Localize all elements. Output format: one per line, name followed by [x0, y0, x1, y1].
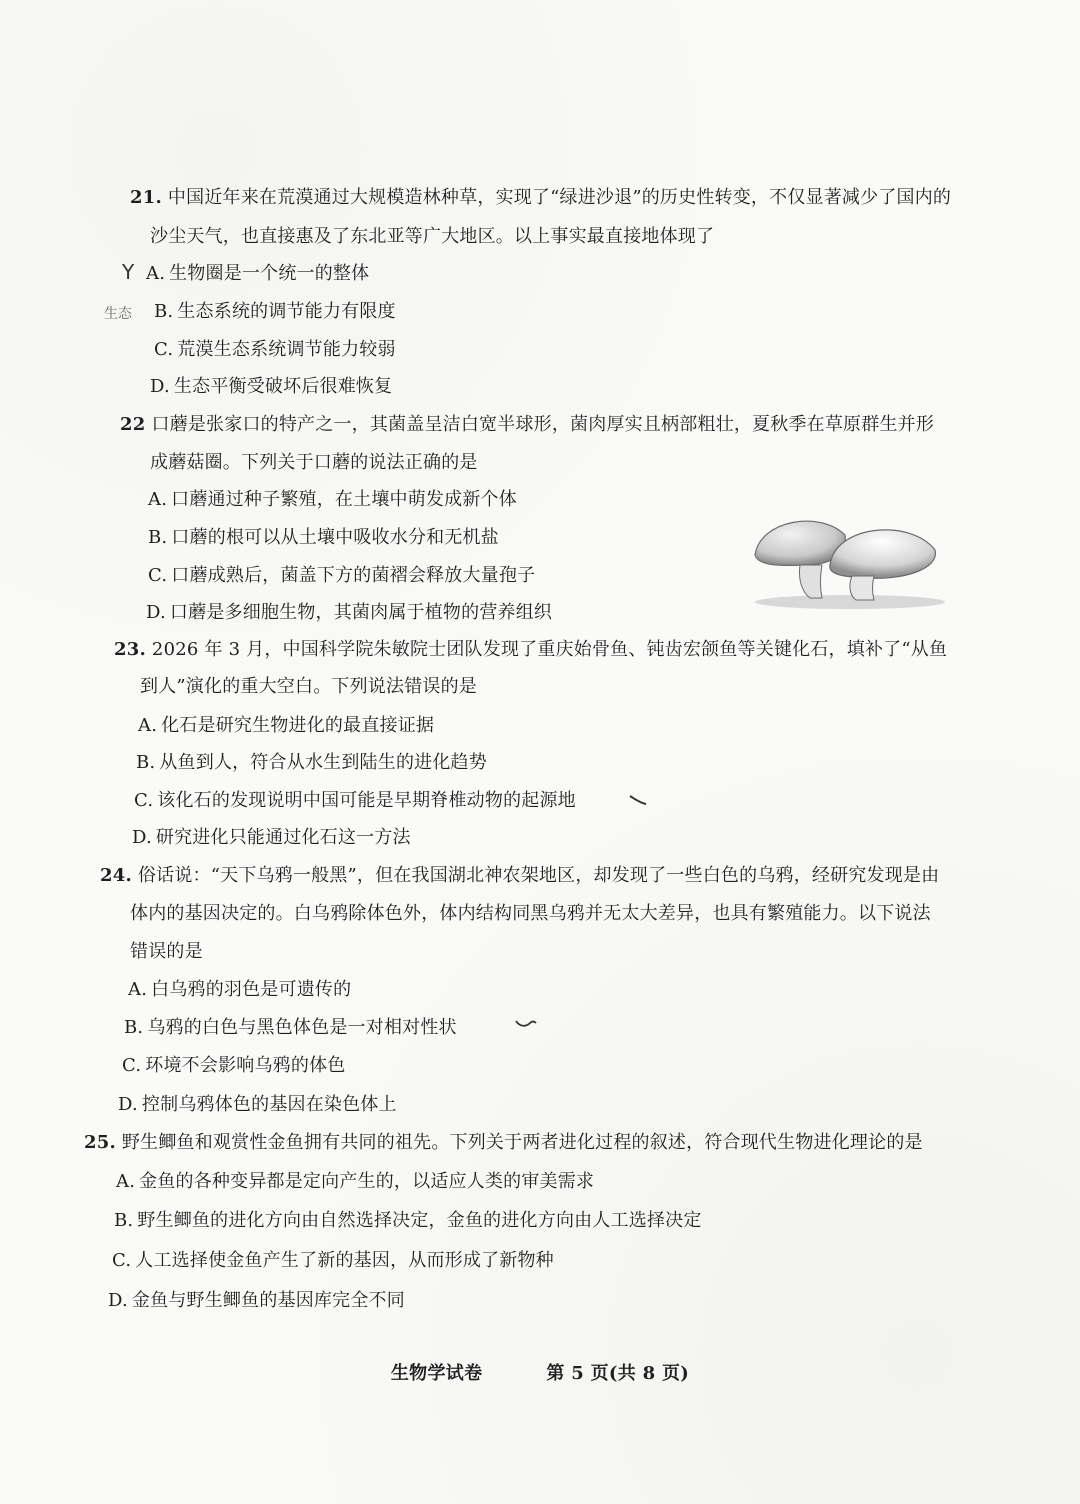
question-23-option-a: A. 化石是研究生物进化的最直接证据	[138, 715, 435, 736]
question-21-option-a: A. 生物圈是一个统一的整体	[146, 263, 370, 284]
question-21-stem-line-1: 21. 中国近年来在荒漠通过大规模造林种草，实现了“绿进沙退”的历史性转变，不仅显著减少了国内的	[130, 187, 952, 208]
question-24-option-c: C. 环境不会影响乌鸦的体色	[122, 1055, 346, 1076]
question-23-option-b: B. 从鱼到人，符合从水生到陆生的进化趋势	[136, 752, 487, 773]
question-25-option-c: C. 人工选择使金鱼产生了新的基因，从而形成了新物种	[112, 1250, 554, 1271]
question-23-option-d: D. 研究进化只能通过化石这一方法	[132, 827, 411, 848]
question-23-stem-line-2: 到人”演化的重大空白。下列说法错误的是	[140, 676, 478, 697]
footer-subject: 生物学试卷	[390, 1363, 483, 1384]
question-25-option-a: A. 金鱼的各种变异都是定向产生的，以适应人类的审美需求	[116, 1171, 595, 1192]
question-21-option-c: C. 荒漠生态系统调节能力较弱	[154, 339, 396, 360]
question-21-stem-line-2: 沙尘天气，也直接惠及了东北亚等广大地区。以上事实最直接地体现了	[150, 226, 715, 247]
handwritten-mark: Y	[122, 260, 135, 284]
mushroom-stem-left	[799, 565, 822, 598]
question-24-option-d: D. 控制乌鸦体色的基因在染色体上	[118, 1094, 397, 1115]
handwritten-note: 生态	[104, 306, 132, 322]
page-footer	[0, 1362, 1080, 1386]
pen-stroke-mark	[628, 793, 648, 807]
question-22-option-a: A. 口蘑通过种子繁殖，在土壤中萌发成新个体	[148, 489, 517, 510]
question-22-stem-line-2: 成蘑菇圈。下列关于口蘑的说法正确的是	[150, 452, 478, 473]
question-number: 25.	[84, 1132, 116, 1153]
question-25-option-b: B. 野生鲫鱼的进化方向由自然选择决定，金鱼的进化方向由人工选择决定	[114, 1210, 702, 1231]
question-number: 21.	[130, 187, 162, 208]
question-number: 22	[120, 414, 146, 435]
question-23-stem-line-1: 23. 2026 年 3 月，中国科学院朱敏院士团队发现了重庆始骨鱼、钝齿宏颌鱼等关键化石，填补了“从鱼	[114, 639, 948, 660]
question-24-option-a: A. 白乌鸦的羽色是可遗传的	[128, 979, 352, 1000]
question-24-stem-line-1: 24. 俗话说：“天下乌鸦一般黑”，但在我国湖北神农架地区，却发现了一些白色的乌鸦，经研究发现是由	[100, 865, 940, 886]
question-21-option-d: D. 生态平衡受破坏后很难恢复	[150, 376, 393, 397]
question-25-stem-line-1: 25. 野生鲫鱼和观赏性金鱼拥有共同的祖先。下列关于两者进化过程的叙述，符合现代生物进化理论的是	[84, 1132, 923, 1153]
question-23-option-c: C. 该化石的发现说明中国可能是早期脊椎动物的起源地	[134, 790, 576, 811]
mushroom-illustration	[750, 510, 950, 610]
question-number: 23.	[114, 639, 146, 660]
ground-shadow	[755, 595, 945, 609]
question-21-option-b: B. 生态系统的调节能力有限度	[154, 301, 396, 322]
question-22-option-d: D. 口蘑是多细胞生物，其菌肉属于植物的营养组织	[146, 602, 553, 623]
question-number: 24.	[100, 865, 132, 886]
footer-page-number: 第 5 页(共 8 页)	[546, 1363, 690, 1384]
question-22-option-b: B. 口蘑的根可以从土壤中吸收水分和无机盐	[148, 527, 499, 548]
mushroom-stem-right	[850, 576, 874, 600]
question-24-stem-line-3: 错误的是	[130, 941, 203, 962]
question-22-stem-line-1: 22 口蘑是张家口的特产之一，其菌盖呈洁白宽半球形，菌肉厚实且柄部粗壮，夏秋季在草原群生并形	[120, 414, 935, 435]
question-22-option-c: C. 口蘑成熟后，菌盖下方的菌褶会释放大量孢子	[148, 565, 536, 586]
question-25-option-d: D. 金鱼与野生鲫鱼的基因库完全不同	[108, 1290, 405, 1311]
question-24-option-b: B. 乌鸦的白色与黑色体色是一对相对性状	[124, 1017, 457, 1038]
question-24-stem-line-2: 体内的基因决定的。白乌鸦除体色外，体内结构同黑乌鸦并无太大差异，也具有繁殖能力。以下说法	[130, 903, 931, 924]
pen-stroke-mark	[514, 1018, 538, 1030]
